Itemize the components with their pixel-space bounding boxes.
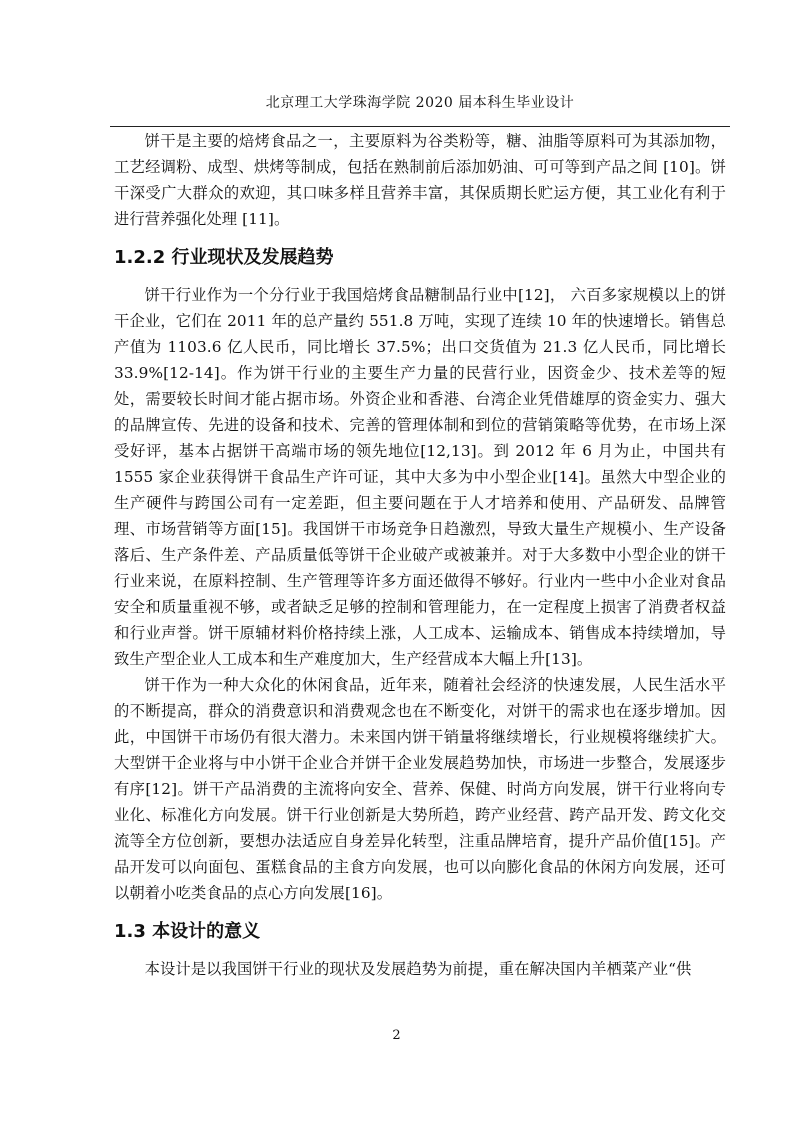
page-body: [114, 128, 726, 982]
heading-design-significance: 1.3 本设计的意义: [114, 921, 261, 942]
paragraph-design-significance: 本设计是以我国饼干行业的现状及发展趋势为前提，重在解决国内羊栖菜产业“供: [144, 960, 692, 978]
heading-industry-status: 1.2.2 行业现状及发展趋势: [114, 247, 334, 268]
paragraph-biscuit-intro: 饼干是主要的焙烤食品之一，主要原料为谷类粉等，糖、油脂等原料可为其添加物，工艺经调粉、成型、烘烤等制成，包括在熟制前后添加奶油、可可等到产品之间 [10]。饼干深受广大群众的欢迎，其口味多样且营养丰富，其保质期长贮运方便，其工业化有利于进行营养强化处理 [11]。: [114, 132, 726, 228]
paragraph-industry-status: 饼干行业作为一个分行业于我国焙烤食品糖制品行业中[12]， 六百多家规模以上的饼干企业，它们在 2011 年的总产量约 551.8 万吨，实现了连续 10 年的快速增长。销售总产值为 1103.6 亿人民币，同比增长 37.5%；出口交货值为 21.3 亿人民币，同比增长 33.9%[12-14]。作为饼干行业的主要生产力量的民营行业，因资金少、技术差等的短处，需要较长时间才能占据市场。外资企业和香港、台湾企业凭借雄厚的资金实力、强大的品牌宣传、先进的设备和技术、完善的管理体制和到位的营销策略等优势，在市场上深受好评，基本占据饼干高端市场的领先地位[12,13]。到 2012 年 6 月为止，中国共有 1555 家企业获得饼干食品生产许可证，其中大多为中小型企业[14]。虽然大中型企业的生产硬件与跨国公司有一定差距，但主要问题在于人才培养和使用、产品研发、品牌管理、市场营销等方面[15]。我国饼干市场竞争日趋激烈，导致大量生产规模小、生产设备落后、生产条件差、产品质量低等饼干企业破产或被兼并。对于大多数中小型企业的饼干行业来说，在原料控制、生产管理等许多方面还做得不够好。行业内一些中小企业对食品安全和质量重视不够，或者缺乏足够的控制和管理能力，在一定程度上损害了消费者权益和行业声誉。饼干原辅材料价格持续上涨，人工成本、运输成本、销售成本持续增加，导致生产型企业人工成本和生产难度加大，生产经营成本大幅上升[13]。: [114, 286, 726, 668]
page-header: 北京理工大学珠海学院 2020 届本科生毕业设计: [265, 95, 575, 111]
page-number: 2: [392, 1028, 401, 1043]
header-rule: [110, 126, 730, 127]
paragraph-development-trend: 饼干作为一种大众化的休闲食品，近年来，随着社会经济的快速发展，人民生活水平的不断提高，群众的消费意识和消费观念也在不断变化，对饼干的需求也在逐步增加。因此，中国饼干市场仍有很大潜力。未来国内饼干销量将继续增长，行业规模将继续扩大。大型饼干企业将与中小饼干企业合并饼干企业发展趋势加快，市场进一步整合，发展逐步有序[12]。饼干产品消费的主流将向安全、营养、保健、时尚方向发展，饼干行业将向专业化、标准化方向发展。饼干行业创新是大势所趋，跨产业经营、跨产品开发、跨文化交流等全方位创新，要想办法适应自身差异化转型，注重品牌培育，提升产品价值[15]。产品开发可以向面包、蛋糕食品的主食方向发展，也可以向膨化食品的休闲方向发展，还可以朝着小吃类食品的点心方向发展[16]。: [114, 676, 726, 902]
